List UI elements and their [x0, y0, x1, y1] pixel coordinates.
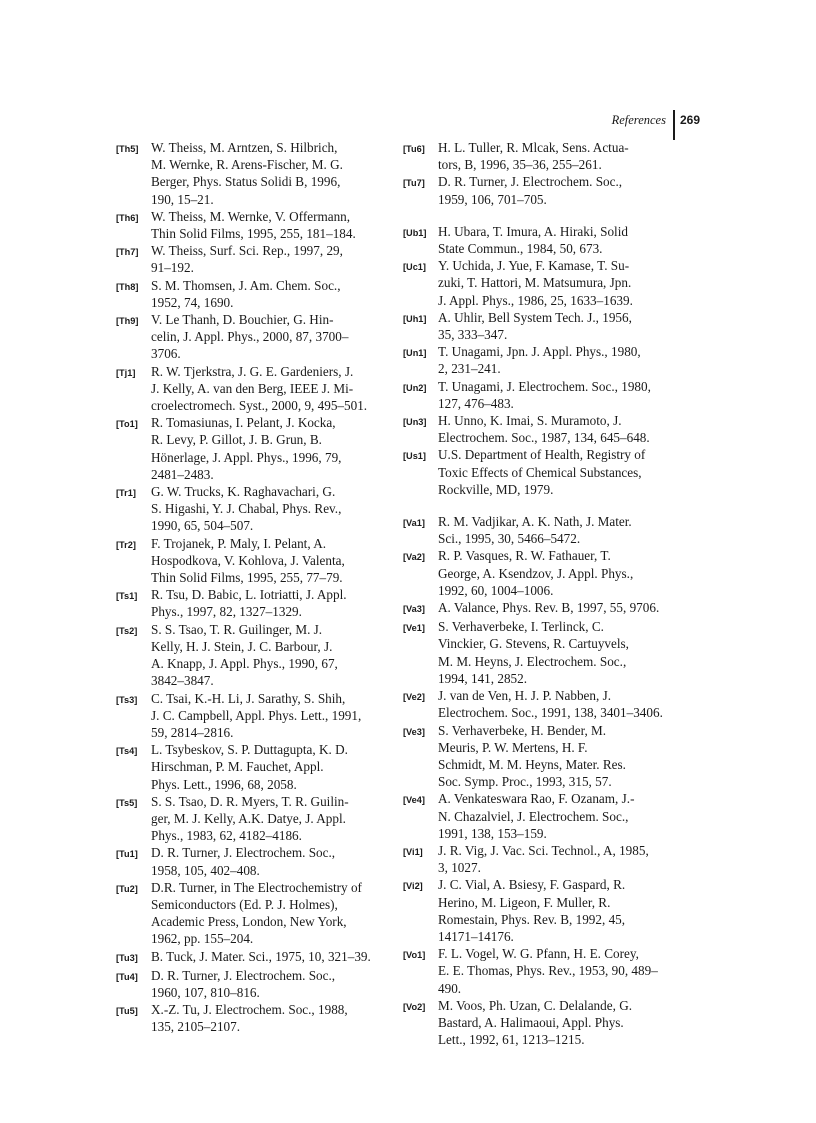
reference-text [438, 173, 665, 207]
reference-line: Hönerlage, J. Appl. Phys., 1996, 79, [151, 449, 342, 465]
reference-key: [Va2] [403, 552, 425, 563]
reference-line: Romestain, Phys. Rev. B, 1992, 45, [438, 911, 626, 927]
reference-line: R. Tsu, D. Babic, L. Iotriatti, J. Appl. [151, 587, 347, 603]
reference-entry [116, 208, 378, 242]
reference-line: A. Uhlir, Bell System Tech. J., 1956, [438, 309, 632, 325]
reference-line: Soc. Symp. Proc., 1993, 315, 57. [438, 774, 612, 790]
reference-key: [Tu6] [403, 144, 425, 154]
reference-key: [Tu7] [403, 178, 425, 189]
reference-entry [116, 793, 378, 845]
reference-entry [403, 378, 665, 412]
section-gap [403, 498, 665, 513]
reference-entry [116, 414, 378, 483]
reference-text [438, 343, 665, 377]
reference-key: [Ts5] [116, 797, 138, 808]
reference-key: [Th6] [116, 212, 139, 223]
reference-line: 1991, 138, 153–159. [438, 825, 547, 841]
reference-text [438, 997, 665, 1049]
reference-key: [Ts1] [116, 591, 138, 602]
reference-line: U.S. Department of Health, Registry of [438, 447, 646, 463]
reference-line: F. Trojanek, P. Maly, I. Pelant, A. [151, 535, 327, 551]
reference-key: [Tr1] [116, 488, 136, 499]
reference-line: L. Tsybeskov, S. P. Duttagupta, K. D. [151, 742, 348, 758]
reference-text [151, 879, 378, 948]
reference-entry [403, 618, 665, 687]
reference-line: 91–192. [151, 260, 194, 276]
reference-entry [116, 948, 378, 967]
reference-line: J. Appl. Phys., 1986, 25, 1633–1639. [438, 292, 633, 308]
reference-entry [403, 412, 665, 446]
reference-text [438, 722, 665, 791]
reference-entry [116, 363, 378, 415]
reference-line: S. Verhaverbeke, I. Terlinck, C. [438, 619, 604, 635]
reference-entry [116, 483, 378, 535]
reference-line: W. Theiss, M. Arntzen, S. Hilbrich, [151, 140, 338, 155]
reference-text [438, 945, 665, 997]
reference-line: D. R. Turner, J. Electrochem. Soc., [151, 967, 336, 983]
reference-text [438, 599, 665, 618]
reference-column-left [116, 139, 378, 1036]
reference-entry [403, 842, 665, 876]
reference-line: Kelly, H. J. Stein, J. C. Barbour, J. [151, 638, 333, 654]
reference-line: S. Verhaverbeke, H. Bender, M. [438, 722, 607, 738]
reference-line: Phys., 1997, 82, 1327–1329. [151, 604, 302, 620]
reference-text [151, 967, 378, 1001]
reference-line: George, A. Ksendzov, J. Appl. Phys., [438, 565, 634, 581]
reference-line: 14171–14176. [438, 928, 514, 944]
reference-entry [116, 1001, 378, 1035]
reference-line: D. R. Turner, J. Electrochem. Soc., [438, 174, 623, 190]
reference-text [151, 690, 378, 742]
reference-entry [403, 446, 665, 498]
reference-entry [116, 690, 378, 742]
reference-line: Phys. Lett., 1996, 68, 2058. [151, 776, 297, 792]
reference-line: J. van de Ven, H. J. P. Nabben, J. [438, 688, 612, 704]
reference-line: Schmidt, M. M. Heyns, Mater. Res. [438, 756, 626, 772]
reference-line: 1959, 106, 701–705. [438, 191, 547, 207]
reference-key: [Va3] [403, 604, 425, 615]
reference-text [151, 242, 378, 276]
reference-entry [403, 223, 665, 257]
reference-line: Electrochem. Soc., 1991, 138, 3401–3406. [438, 705, 663, 721]
reference-line: M. Wernke, R. Arens-Fischer, M. G. [151, 157, 343, 173]
reference-text [151, 793, 378, 845]
reference-line: croelectromech. Syst., 2000, 9, 495–501. [151, 398, 368, 414]
reference-key: [Un1] [403, 348, 427, 359]
reference-text [151, 621, 378, 690]
reference-entry [116, 879, 378, 948]
reference-key: [Ve2] [403, 692, 425, 703]
reference-line: H. Ubara, T. Imura, A. Hiraki, Solid [438, 223, 628, 239]
reference-entry [116, 535, 378, 587]
reference-entry [116, 741, 378, 793]
reference-line: 3, 1027. [438, 860, 481, 876]
reference-line: 1992, 60, 1004–1006. [438, 582, 554, 598]
reference-line: W. Theiss, Surf. Sci. Rep., 1997, 29, [151, 243, 343, 259]
reference-text [438, 687, 665, 721]
reference-line: R. Levy, P. Gillot, J. B. Grun, B. [151, 432, 322, 448]
reference-text [151, 483, 378, 535]
reference-line: M. Voos, Ph. Uzan, C. Delalande, G. [438, 997, 633, 1013]
reference-entry [403, 945, 665, 997]
reference-line: 127, 476–483. [438, 395, 514, 411]
reference-key: [Th5] [116, 144, 139, 154]
reference-key: [Un2] [403, 382, 427, 393]
reference-key: [Uc1] [403, 262, 426, 273]
reference-line: 2481–2483. [151, 466, 214, 482]
reference-line: W. Theiss, M. Wernke, V. Offermann, [151, 208, 351, 224]
reference-line: Vinckier, G. Stevens, R. Cartuyvels, [438, 636, 629, 652]
reference-text [151, 311, 378, 363]
reference-text [151, 277, 378, 311]
reference-entry [116, 242, 378, 276]
reference-line: 1962, pp. 155–204. [151, 931, 254, 947]
reference-key: [Ve4] [403, 795, 425, 806]
reference-line: G. W. Trucks, K. Raghavachari, G. [151, 484, 336, 500]
page-number: 269 [679, 113, 700, 127]
reference-text [438, 223, 665, 257]
reference-line: E. E. Thomas, Phys. Rev., 1953, 90, 489– [438, 963, 658, 979]
reference-text [438, 412, 665, 446]
reference-entry [403, 139, 665, 173]
reference-entry [403, 687, 665, 721]
reference-key: [To1] [116, 419, 138, 430]
reference-line: tors, B, 1996, 35–36, 255–261. [438, 157, 602, 173]
section-gap [403, 208, 665, 223]
reference-line: N. Chazalviel, J. Electrochem. Soc., [438, 808, 629, 824]
reference-line: Phys., 1983, 62, 4182–4186. [151, 828, 302, 844]
reference-entry [403, 790, 665, 842]
reference-line: 1960, 107, 810–816. [151, 984, 260, 1000]
reference-key: [Th9] [116, 316, 139, 327]
reference-line: ger, M. J. Kelly, A.K. Datye, J. Appl. [151, 810, 346, 826]
reference-line: Toxic Effects of Chemical Substances, [438, 464, 642, 480]
reference-key: [Th8] [116, 281, 139, 292]
reference-text [151, 363, 378, 415]
reference-key: [Uh1] [403, 313, 427, 324]
reference-line: S. S. Tsao, T. R. Guilinger, M. J. [151, 621, 323, 637]
reference-line: Berger, Phys. Status Solidi B, 1996, [151, 174, 341, 190]
reference-line: Bastard, A. Halimaoui, Appl. Phys. [438, 1014, 624, 1030]
reference-entry [116, 967, 378, 1001]
reference-key: [Tu5] [116, 1006, 138, 1017]
reference-text [438, 513, 665, 547]
reference-line: Thin Solid Films, 1995, 255, 181–184. [151, 226, 356, 242]
reference-line: S. Higashi, Y. J. Chabal, Phys. Rev., [151, 501, 342, 517]
reference-line: 190, 15–21. [151, 191, 214, 207]
reference-text [438, 139, 665, 173]
reference-entry [116, 277, 378, 311]
reference-line: H. L. Tuller, R. Mlcak, Sens. Actua- [438, 140, 629, 155]
reference-key: [Tu4] [116, 971, 138, 982]
reference-entry [403, 547, 665, 599]
reference-key: [Un3] [403, 417, 427, 428]
reference-line: H. Unno, K. Imai, S. Muramoto, J. [438, 413, 622, 429]
reference-line: Rockville, MD, 1979. [438, 481, 554, 497]
reference-line: A. Venkateswara Rao, F. Ozanam, J.- [438, 791, 635, 807]
reference-key: [Tu1] [116, 849, 138, 860]
reference-line: Hirschman, P. M. Fauchet, Appl. [151, 759, 324, 775]
reference-line: Lett., 1992, 61, 1213–1215. [438, 1032, 585, 1048]
reference-line: 1958, 105, 402–408. [151, 862, 260, 878]
reference-text [438, 378, 665, 412]
reference-line: T. Unagami, Jpn. J. Appl. Phys., 1980, [438, 344, 641, 360]
reference-line: J. C. Vial, A. Bsiesy, F. Gaspard, R. [438, 877, 626, 893]
reference-line: B. Tuck, J. Mater. Sci., 1975, 10, 321–39. [151, 948, 371, 964]
reference-line: F. L. Vogel, W. G. Pfann, H. E. Corey, [438, 946, 639, 962]
reference-line: 59, 2814–2816. [151, 724, 234, 740]
reference-text [151, 139, 378, 208]
reference-key: [Tu3] [116, 952, 138, 963]
reference-text [438, 547, 665, 599]
reference-line: Academic Press, London, New York, [151, 914, 347, 930]
reference-line: R. Tomasiunas, I. Pelant, J. Kocka, [151, 415, 336, 431]
reference-text [151, 948, 378, 967]
reference-entry [116, 586, 378, 620]
reference-text [438, 309, 665, 343]
running-head [612, 110, 700, 140]
reference-text [438, 257, 665, 309]
reference-text [151, 535, 378, 587]
reference-line: 2, 231–241. [438, 361, 501, 377]
reference-entry [403, 343, 665, 377]
reference-line: Meuris, P. W. Mertens, H. F. [438, 739, 588, 755]
reference-line: 3706. [151, 346, 181, 362]
reference-line: Herino, M. Ligeon, F. Muller, R. [438, 894, 611, 910]
reference-line: R. P. Vasques, R. W. Fathauer, T. [438, 548, 611, 564]
reference-line: D.R. Turner, in The Electrochemistry of [151, 879, 362, 895]
reference-line: S. S. Tsao, D. R. Myers, T. R. Guilin- [151, 793, 349, 809]
reference-key: [Ts4] [116, 746, 138, 757]
reference-line: J. C. Campbell, Appl. Phys. Lett., 1991, [151, 707, 362, 723]
reference-line: J. Kelly, A. van den Berg, IEEE J. Mi- [151, 380, 354, 396]
reference-key: [Vo1] [403, 950, 426, 961]
reference-line: 490. [438, 980, 462, 996]
reference-text [151, 844, 378, 878]
reference-key: [Va1] [403, 518, 425, 529]
reference-key: [Vi2] [403, 881, 423, 892]
reference-column-right [403, 139, 665, 1048]
reference-line: Sci., 1995, 30, 5466–5472. [438, 531, 581, 547]
reference-key: [Tj1] [116, 367, 136, 378]
reference-line: 3842–3847. [151, 673, 214, 689]
reference-entry [116, 844, 378, 878]
reference-text [151, 586, 378, 620]
reference-line: V. Le Thanh, D. Bouchier, G. Hin- [151, 312, 334, 328]
reference-entry [403, 309, 665, 343]
reference-key: [Us1] [403, 451, 426, 462]
reference-key: [Ts3] [116, 694, 138, 705]
reference-line: Thin Solid Films, 1995, 255, 77–79. [151, 570, 343, 586]
reference-text [438, 618, 665, 687]
reference-key: [Vo2] [403, 1001, 426, 1012]
reference-line: J. R. Vig, J. Vac. Sci. Technol., A, 1985, [438, 842, 649, 858]
reference-text [151, 741, 378, 793]
reference-line: 1952, 74, 1690. [151, 294, 234, 310]
reference-line: celin, J. Appl. Phys., 2000, 87, 3700– [151, 329, 349, 345]
reference-line: Y. Uchida, J. Yue, F. Kamase, T. Su- [438, 258, 630, 274]
reference-line: T. Unagami, J. Electrochem. Soc., 1980, [438, 378, 651, 394]
reference-line: X.-Z. Tu, J. Electrochem. Soc., 1988, [151, 1002, 348, 1018]
reference-entry [403, 513, 665, 547]
reference-line: R. W. Tjerkstra, J. G. E. Gardeniers, J. [151, 363, 354, 379]
reference-text [151, 1001, 378, 1035]
reference-line: D. R. Turner, J. Electrochem. Soc., [151, 845, 336, 861]
reference-line: C. Tsai, K.-H. Li, J. Sarathy, S. Shih, [151, 690, 346, 706]
reference-key: [Ub1] [403, 227, 427, 238]
reference-line: State Commun., 1984, 50, 673. [438, 241, 603, 257]
reference-key: [Tu2] [116, 883, 138, 894]
reference-text [151, 414, 378, 483]
reference-entry [116, 311, 378, 363]
reference-line: Semiconductors (Ed. P. J. Holmes), [151, 896, 338, 912]
reference-key: [Vi1] [403, 846, 423, 857]
reference-line: 135, 2105–2107. [151, 1019, 241, 1035]
reference-text [438, 790, 665, 842]
reference-line: Hospodkova, V. Kohlova, J. Valenta, [151, 552, 345, 568]
reference-entry [403, 876, 665, 945]
reference-entry [116, 621, 378, 690]
reference-line: M. M. Heyns, J. Electrochem. Soc., [438, 653, 627, 669]
reference-text [438, 842, 665, 876]
reference-line: S. M. Thomsen, J. Am. Chem. Soc., [151, 277, 341, 293]
reference-key: [Th7] [116, 247, 139, 258]
reference-entry [403, 257, 665, 309]
reference-entry [116, 139, 378, 208]
reference-text [438, 876, 665, 945]
reference-entry [403, 173, 665, 207]
reference-key: [Ve1] [403, 623, 425, 634]
reference-entry [403, 997, 665, 1049]
reference-key: [Tr2] [116, 539, 136, 550]
reference-line: R. M. Vadjikar, A. K. Nath, J. Mater. [438, 514, 632, 530]
reference-entry [403, 599, 665, 618]
reference-key: [Ve3] [403, 726, 425, 737]
reference-text [151, 208, 378, 242]
reference-line: A. Valance, Phys. Rev. B, 1997, 55, 9706. [438, 600, 660, 616]
reference-line: A. Knapp, J. Appl. Phys., 1990, 67, [151, 656, 338, 672]
reference-line: 1990, 65, 504–507. [151, 518, 254, 534]
reference-line: Electrochem. Soc., 1987, 134, 645–648. [438, 430, 650, 446]
reference-line: 1994, 141, 2852. [438, 670, 528, 686]
reference-line: 35, 333–347. [438, 327, 508, 343]
reference-entry [403, 722, 665, 791]
running-head-title: References [611, 113, 666, 127]
reference-line: zuki, T. Hattori, M. Matsumura, Jpn. [438, 275, 632, 291]
reference-text [438, 446, 665, 498]
reference-key: [Ts2] [116, 625, 138, 636]
